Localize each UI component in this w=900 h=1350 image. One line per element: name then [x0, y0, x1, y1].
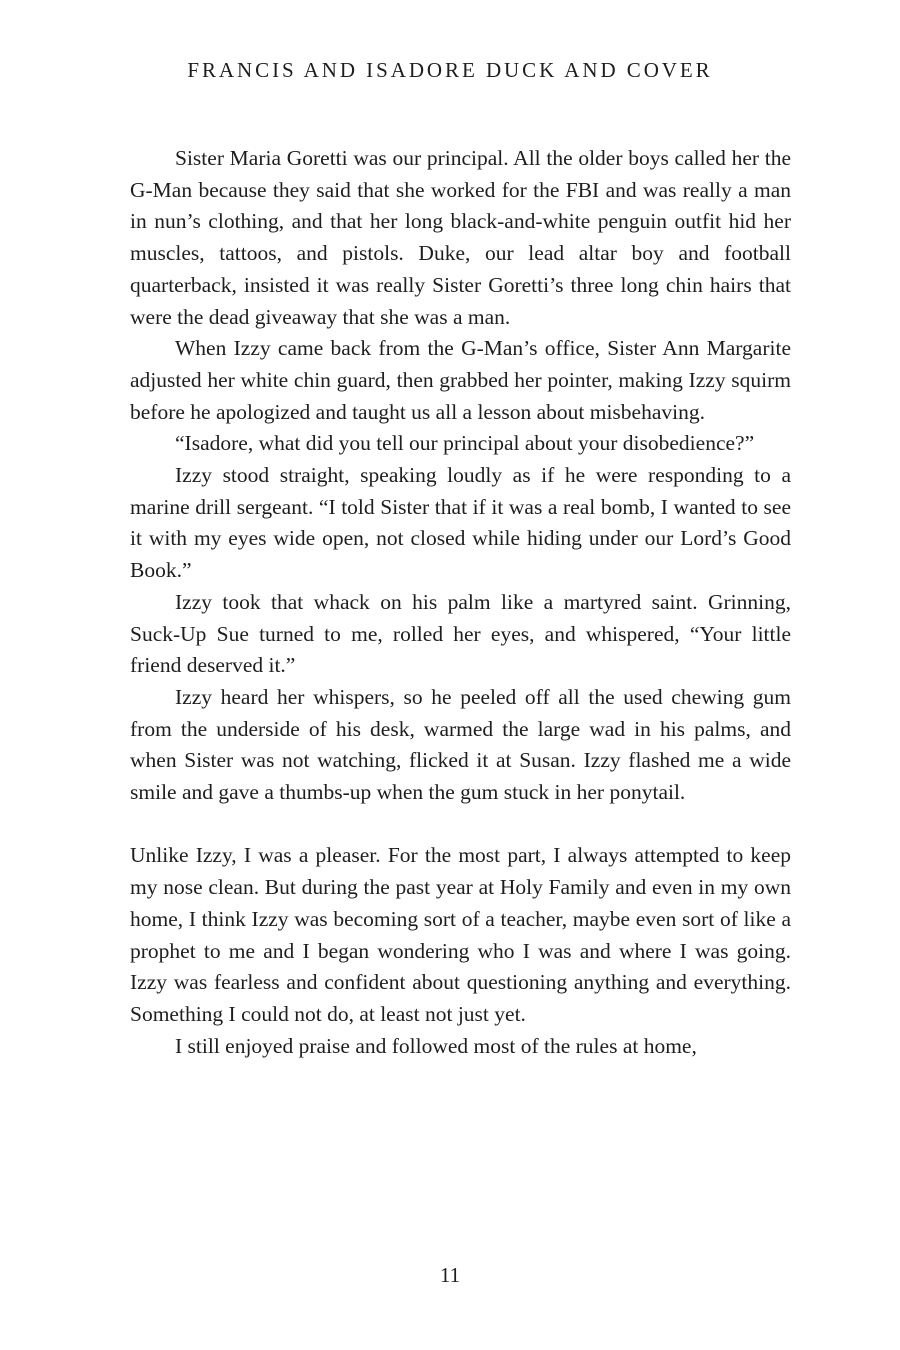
paragraph: Izzy heard her whispers, so he peeled off all the used chewing gum from the underside of his desk, warmed the large wad in his palms, and when Sister was not watching, flicked it at Susan. Izzy flashed me a wide smile and gave a thumbs-up when the gum stuck in her ponytail. [130, 684, 791, 805]
page-number: 11 [439, 1263, 461, 1287]
paragraph: Izzy stood straight, speaking loudly as if he were responding to a marine drill sergeant. “I told Sister that if it was a real bomb, I wanted to see it with my eyes wide open, not closed while hiding under our Lord’s Good Book.” [130, 463, 791, 583]
body-text [130, 143, 791, 1062]
paragraph: “Isadore, what did you tell our principal about your disobedience?” [175, 431, 755, 456]
running-head: FRANCIS AND ISADORE DUCK AND COVER [187, 58, 713, 82]
paragraph: When Izzy came back from the G-Man’s office, Sister Ann Margarite adjusted her white chin guard, then grabbed her pointer, making Izzy squirm before he apologized and taught us all a lesson about misbehaving. [130, 336, 791, 424]
paragraph: Izzy took that whack on his palm like a martyred saint. Grinning, Suck-Up Sue turned to me, rolled her eyes, and whispered, “Your little friend deserved it.” [130, 589, 791, 678]
paragraph-section-start: Unlike Izzy, I was a pleaser. For the most part, I always attempted to keep my nose clean. But during the past year at Holy Family and even in my own home, I think Izzy was becoming sort of a teacher, maybe even sort of like a prophet to me and I began wondering who I was and where I was going. Izzy was fearless and confident about questioning anything and everything. Something I could not do, at least not just yet. [130, 843, 791, 1026]
paragraph: I still enjoyed praise and followed most of the rules at home, [175, 1033, 697, 1058]
paragraph: Sister Maria Goretti was our principal. All the older boys called her the G-Man because they said that she worked for the FBI and was really a man in nun’s clothing, and that her long black-and-white penguin outfit hid her muscles, tattoos, and pistols. Duke, our lead altar boy and football quarterback, insisted it was really Sister Goretti’s three long chin hairs that were the dead giveaway that she was a man. [130, 146, 791, 329]
